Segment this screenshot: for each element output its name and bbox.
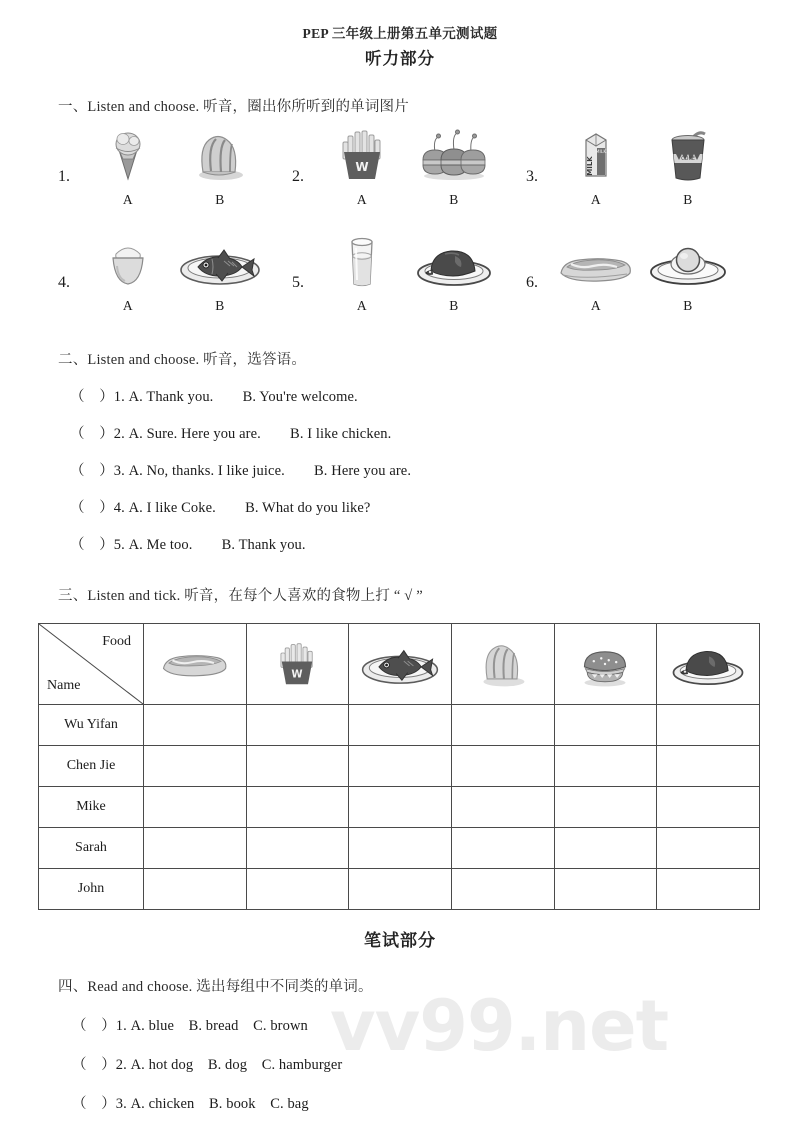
water-glass-icon	[316, 230, 408, 288]
option-b-label: B	[449, 298, 459, 313]
option-b[interactable]	[174, 124, 266, 208]
tick-cell[interactable]	[451, 787, 554, 828]
item-number: 6.	[526, 274, 538, 291]
picture-item-1	[58, 124, 292, 208]
option-b-label: B	[683, 192, 693, 207]
tick-cell[interactable]	[451, 705, 554, 746]
section-4-heading: 四、Read and choose. 选出每组中不同类的单词。	[58, 979, 373, 995]
student-name-cell: Chen Jie	[39, 746, 144, 787]
tick-cell[interactable]	[144, 828, 247, 869]
option-a[interactable]	[316, 124, 408, 208]
hamburgers-icon	[408, 124, 500, 182]
tick-cell[interactable]	[554, 869, 657, 910]
option-a-label: A	[590, 192, 602, 207]
site-watermark: vv99.net	[330, 985, 669, 1067]
question-row[interactable]: （ ）4. A. I like Coke. B. What do you like?	[70, 500, 371, 516]
tick-cell[interactable]	[554, 705, 657, 746]
question-row[interactable]: （ ）1. A. blue B. bread C. brown	[72, 1018, 308, 1034]
fish-plate-icon	[349, 625, 451, 703]
tick-cell[interactable]	[349, 869, 452, 910]
tick-cell[interactable]	[144, 869, 247, 910]
tick-cell[interactable]	[349, 746, 452, 787]
option-b-label: B	[683, 298, 693, 313]
section-4-question-list	[0, 1014, 800, 1113]
fish-plate-icon	[174, 230, 266, 288]
table-row	[39, 746, 760, 787]
corner-food-label: Food	[102, 634, 131, 649]
tick-cell[interactable]	[554, 746, 657, 787]
listening-section-banner: 听力部分	[365, 49, 435, 68]
svg-text:W: W	[355, 160, 369, 174]
option-b-label: B	[215, 298, 225, 313]
tick-cell[interactable]	[246, 869, 349, 910]
food-column-bread	[451, 624, 554, 705]
rice-bowl-icon	[82, 230, 174, 288]
bread-icon	[452, 625, 554, 703]
option-a[interactable]	[316, 230, 408, 314]
section-1-heading: 一、Listen and choose. 听音，圈出你所听到的单词图片	[58, 99, 409, 115]
tick-cell[interactable]	[554, 828, 657, 869]
tick-cell[interactable]	[349, 828, 452, 869]
food-column-chicken	[657, 624, 760, 705]
section-2-heading: 二、Listen and choose. 听音，选答语。	[58, 352, 307, 368]
corner-name-label: Name	[47, 678, 81, 693]
svg-text:MILK: MILK	[595, 150, 607, 155]
option-a[interactable]	[550, 230, 642, 314]
question-row[interactable]: （ ）5. A. Me too. B. Thank you.	[70, 537, 306, 553]
student-name-cell: John	[39, 869, 144, 910]
tick-cell[interactable]	[349, 787, 452, 828]
tick-cell[interactable]	[246, 705, 349, 746]
tick-cell[interactable]	[554, 787, 657, 828]
tick-cell[interactable]	[657, 705, 760, 746]
option-a[interactable]	[82, 124, 174, 208]
picture-row-top	[0, 124, 800, 208]
tick-cell[interactable]	[246, 787, 349, 828]
option-b[interactable]	[408, 124, 500, 208]
table-row	[39, 869, 760, 910]
picture-item-4	[58, 230, 292, 314]
hamburger-icon	[555, 625, 657, 703]
milk-carton-icon	[550, 124, 642, 182]
picture-item-2	[292, 124, 526, 208]
french-fries-icon	[247, 625, 349, 703]
tick-cell[interactable]	[657, 869, 760, 910]
option-a-label: A	[590, 298, 602, 313]
picture-item-6	[526, 230, 760, 314]
student-name-cell: Mike	[39, 787, 144, 828]
food-column-hamburger	[554, 624, 657, 705]
student-name-cell: Sarah	[39, 828, 144, 869]
svg-text:W: W	[291, 669, 304, 681]
item-number: 5.	[292, 274, 304, 291]
option-a-label: A	[122, 298, 134, 313]
picture-item-5	[292, 230, 526, 314]
question-row[interactable]: （ ）1. A. Thank you. B. You're welcome.	[70, 389, 358, 405]
student-name-cell: Wu Yifan	[39, 705, 144, 746]
picture-item-3	[526, 124, 760, 208]
table-row	[39, 787, 760, 828]
question-row[interactable]: （ ）2. A. hot dog B. dog C. hamburger	[72, 1057, 343, 1073]
section-3-heading: 三、Listen and tick. 听音，在每个人喜欢的食物上打 “ √ ”	[58, 588, 423, 604]
coke-cup-icon	[642, 124, 734, 182]
item-number: 4.	[58, 274, 70, 291]
tick-cell[interactable]	[657, 746, 760, 787]
table-header-row	[39, 624, 760, 705]
tick-cell[interactable]	[451, 746, 554, 787]
ice-cream-icon	[82, 124, 174, 182]
food-column-hot-dog	[144, 624, 247, 705]
bread-icon	[174, 124, 266, 182]
option-b[interactable]	[408, 230, 500, 314]
option-b-label: B	[449, 192, 459, 207]
tick-cell[interactable]	[451, 828, 554, 869]
option-b[interactable]	[642, 124, 734, 208]
egg-plate-icon	[642, 230, 734, 288]
item-number: 3.	[526, 168, 538, 185]
item-number: 1.	[58, 168, 70, 185]
tick-cell[interactable]	[451, 869, 554, 910]
tick-cell[interactable]	[657, 828, 760, 869]
tick-cell[interactable]	[144, 705, 247, 746]
hot-dog-icon	[550, 230, 642, 288]
listen-and-tick-table	[38, 623, 760, 910]
written-section-banner: 笔试部分	[364, 931, 436, 951]
picture-row-bottom	[0, 230, 800, 314]
option-b[interactable]	[174, 230, 266, 314]
table-row	[39, 705, 760, 746]
question-row[interactable]: （ ）3. A. No, thanks. I like juice. B. Here you are.	[70, 463, 412, 479]
food-column-french-fries	[246, 624, 349, 705]
table-row	[39, 828, 760, 869]
option-a[interactable]	[550, 124, 642, 208]
table-corner-header	[39, 624, 144, 705]
tick-cell[interactable]	[657, 787, 760, 828]
option-b-label: B	[215, 192, 225, 207]
french-fries-icon	[316, 124, 408, 182]
chicken-plate-icon	[408, 230, 500, 288]
option-a-label: A	[122, 192, 134, 207]
picture-choice-groups	[0, 124, 800, 314]
food-column-fish	[349, 624, 452, 705]
option-a[interactable]	[82, 230, 174, 314]
tick-cell[interactable]	[349, 705, 452, 746]
section-2-question-list	[0, 385, 800, 554]
option-b[interactable]	[642, 230, 734, 314]
tick-cell[interactable]	[144, 787, 247, 828]
page-title: PEP 三年级上册第五单元测试题	[302, 26, 498, 41]
question-row[interactable]: （ ）2. A. Sure. Here you are. B. I like chicken.	[70, 426, 392, 442]
option-a-label: A	[356, 298, 368, 313]
item-number: 2.	[292, 168, 304, 185]
svg-text:COKE: COKE	[681, 156, 695, 162]
tick-cell[interactable]	[144, 746, 247, 787]
option-a-label: A	[356, 192, 368, 207]
svg-text:MILK: MILK	[586, 156, 594, 176]
question-row[interactable]: （ ）3. A. chicken B. book C. bag	[72, 1096, 309, 1112]
tick-cell[interactable]	[246, 746, 349, 787]
tick-cell[interactable]	[246, 828, 349, 869]
chicken-plate-icon	[657, 625, 759, 703]
hot-dog-icon	[144, 625, 246, 703]
